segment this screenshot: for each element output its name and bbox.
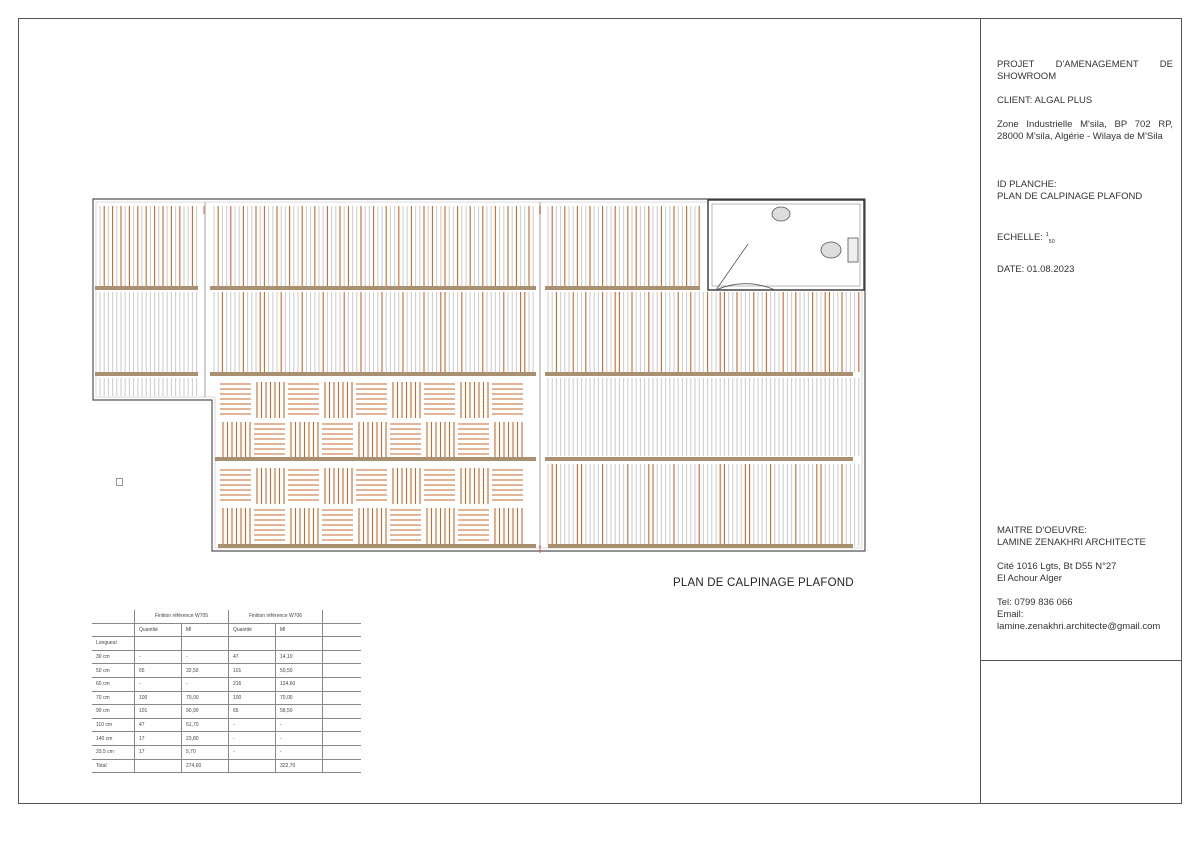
table-cell: 50,50	[276, 664, 323, 678]
date: DATE: 01.08.2023	[997, 264, 1075, 275]
row-label: 30 cm	[92, 650, 135, 664]
table-cell: 124,60	[276, 677, 323, 691]
wc-room	[708, 200, 864, 290]
email-label: Email:	[997, 609, 1024, 620]
table-cell: 100	[229, 691, 276, 705]
beam	[218, 544, 536, 548]
table-cell: 274,60	[182, 759, 229, 773]
table-cell: 101	[135, 705, 182, 719]
table-cell: -	[182, 650, 229, 664]
sheet-id-value: PLAN DE CALPINAGE PLAFOND	[997, 191, 1143, 202]
table-cell: -	[229, 745, 276, 759]
title-block-divider	[981, 660, 1182, 661]
moe-address-1: Cité 1016 Lgts, Bt D55 N°27	[997, 561, 1117, 572]
table-cell: -	[276, 718, 323, 732]
table-cell: 17	[135, 745, 182, 759]
beam	[95, 372, 198, 376]
table-cell: -	[135, 650, 182, 664]
wc-toilet	[821, 242, 841, 258]
beam	[548, 544, 853, 548]
scale-label: ECHELLE:	[997, 232, 1046, 244]
wc-cistern	[848, 238, 858, 262]
sheet-id-label: ID PLANCHE:	[997, 179, 1057, 190]
beam	[210, 372, 536, 376]
table-row	[92, 677, 361, 691]
table-cell: 14,10	[276, 650, 323, 664]
moe-name: LAMINE ZENAKHRI ARCHITECTE	[997, 537, 1146, 548]
title-block	[980, 18, 1182, 804]
table-cell: 47	[135, 718, 182, 732]
row-header-label: Longueur	[92, 637, 135, 651]
table-cell: 23,80	[182, 732, 229, 746]
row-label: 70 cm	[92, 691, 135, 705]
table-cell: 65	[135, 664, 182, 678]
table-cell: 101	[229, 664, 276, 678]
row-label: 33,5 cm	[92, 745, 135, 759]
table-column-header-row	[92, 623, 361, 637]
table-cell: -	[135, 677, 182, 691]
table-row	[92, 705, 361, 719]
row-label: 90 cm	[92, 705, 135, 719]
row-label: 60 cm	[92, 677, 135, 691]
table-cell: 58,50	[276, 705, 323, 719]
email: lamine.zenakhri.architecte@gmail.com	[997, 621, 1161, 632]
beam	[95, 286, 198, 290]
table-cell: 5,70	[182, 745, 229, 759]
row-label: 50 cm	[92, 664, 135, 678]
client-name: CLIENT: ALGAL PLUS	[997, 95, 1093, 106]
table-cell: 70,00	[276, 691, 323, 705]
scale	[997, 229, 1173, 248]
scale-denominator: 50	[1048, 239, 1055, 246]
table-cell: 322,70	[276, 759, 323, 773]
table-cell: 70,00	[182, 691, 229, 705]
table-cell: 17	[135, 732, 182, 746]
column-header: Ml	[276, 623, 323, 637]
table-cell: 100	[135, 691, 182, 705]
table-row-header	[92, 637, 361, 651]
wc-sink	[772, 207, 790, 221]
scale-numerator: 1	[1045, 232, 1049, 238]
table-row	[92, 650, 361, 664]
group-header-w706: Finition référence W706	[229, 610, 323, 623]
moe-label: MAITRE D'OEUVRE:	[997, 525, 1087, 536]
table-row	[92, 732, 361, 746]
table-cell	[229, 759, 276, 773]
table-cell: -	[182, 677, 229, 691]
beam	[545, 372, 853, 376]
column-header: Quantité	[135, 623, 182, 637]
client-address: Zone Industrielle M'sila, BP 702 RP, 28000 M'sila, Algérie - Wilaya de M'Sila	[997, 119, 1173, 142]
project-name: PROJET D'AMENAGEMENT DE SHOWROOM	[997, 59, 1173, 82]
table-cell: 51,70	[182, 718, 229, 732]
table-row	[92, 691, 361, 705]
column-header: Ml	[182, 623, 229, 637]
table-cell	[135, 759, 182, 773]
beam	[210, 286, 536, 290]
group-header-w705: Finition référence W705	[135, 610, 229, 623]
beam	[545, 286, 700, 290]
plan-marker	[116, 478, 123, 486]
table-row	[92, 664, 361, 678]
table-cell: -	[276, 745, 323, 759]
phone: Tel: 0799 836 066	[997, 597, 1073, 608]
table-row	[92, 718, 361, 732]
table-cell: 216	[229, 677, 276, 691]
table-group-header-row	[92, 610, 361, 623]
beam	[545, 457, 853, 461]
moe-address-2: El Achour Alger	[997, 573, 1062, 584]
row-label: Total	[92, 759, 135, 773]
table-cell: 90,90	[182, 705, 229, 719]
table-cell: 47	[229, 650, 276, 664]
beam	[215, 457, 536, 461]
row-label: 140 cm	[92, 732, 135, 746]
table-cell: -	[229, 718, 276, 732]
table-cell: 65	[229, 705, 276, 719]
table-cell: 32,50	[182, 664, 229, 678]
table-row	[92, 745, 361, 759]
table-cell: -	[276, 732, 323, 746]
table-cell: -	[229, 732, 276, 746]
row-label: 110 cm	[92, 718, 135, 732]
table-row	[92, 759, 361, 773]
plan-title: PLAN DE CALPINAGE PLAFOND	[673, 577, 854, 589]
quantity-table	[92, 610, 361, 773]
column-header: Quantité	[229, 623, 276, 637]
